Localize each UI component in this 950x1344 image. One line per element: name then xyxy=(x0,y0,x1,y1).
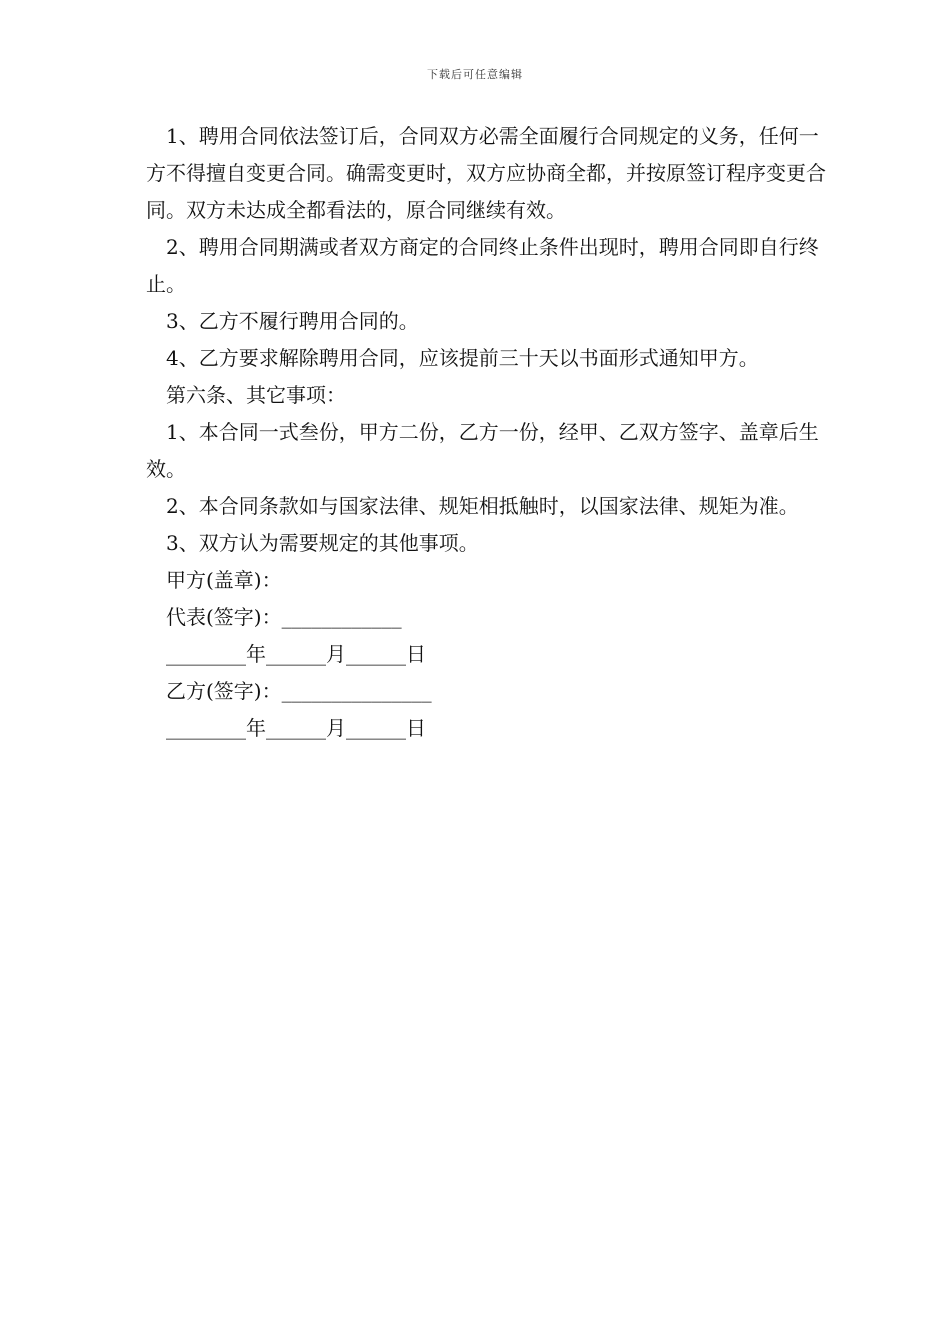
clause-paragraph: 1、本合同一式叁份，甲方二份，乙方一份，经甲、乙双方签字、盖章后生效。 xyxy=(146,420,819,481)
party-b-signature-line: 乙方(签字)：_______________ xyxy=(166,679,432,703)
clause-paragraph: 2、聘用合同期满或者双方商定的合同终止条件出现时，聘用合同即自行终止。 xyxy=(146,235,819,296)
representative-signature-line: 代表(签字)：____________ xyxy=(166,605,402,629)
clause-paragraph: 1、聘用合同依法签订后，合同双方必需全面履行合同规定的义务，任何一方不得擅自变更合同。确需变更时，双方应协商全都，并按原签订程序变更合同。双方未达成全都看法的，原合同继续有效。 xyxy=(146,124,826,222)
clause-paragraph: 2、本合同条款如与国家法律、规矩相抵触时，以国家法律、规矩为准。 xyxy=(166,494,799,518)
party-a-date-line: ________年______月______日 xyxy=(166,642,426,666)
party-b-date-line: ________年______月______日 xyxy=(166,716,426,740)
page-header: 下载后可任意编辑 xyxy=(427,68,523,81)
clause-paragraph: 3、乙方不履行聘用合同的。 xyxy=(166,309,419,333)
clause-paragraph: 3、双方认为需要规定的其他事项。 xyxy=(166,531,479,555)
section-heading: 第六条、其它事项： xyxy=(166,383,346,407)
clause-paragraph: 4、乙方要求解除聘用合同，应该提前三十天以书面形式通知甲方。 xyxy=(166,346,759,370)
document-body xyxy=(146,118,826,747)
party-a-seal-line: 甲方(盖章)： xyxy=(166,568,282,592)
